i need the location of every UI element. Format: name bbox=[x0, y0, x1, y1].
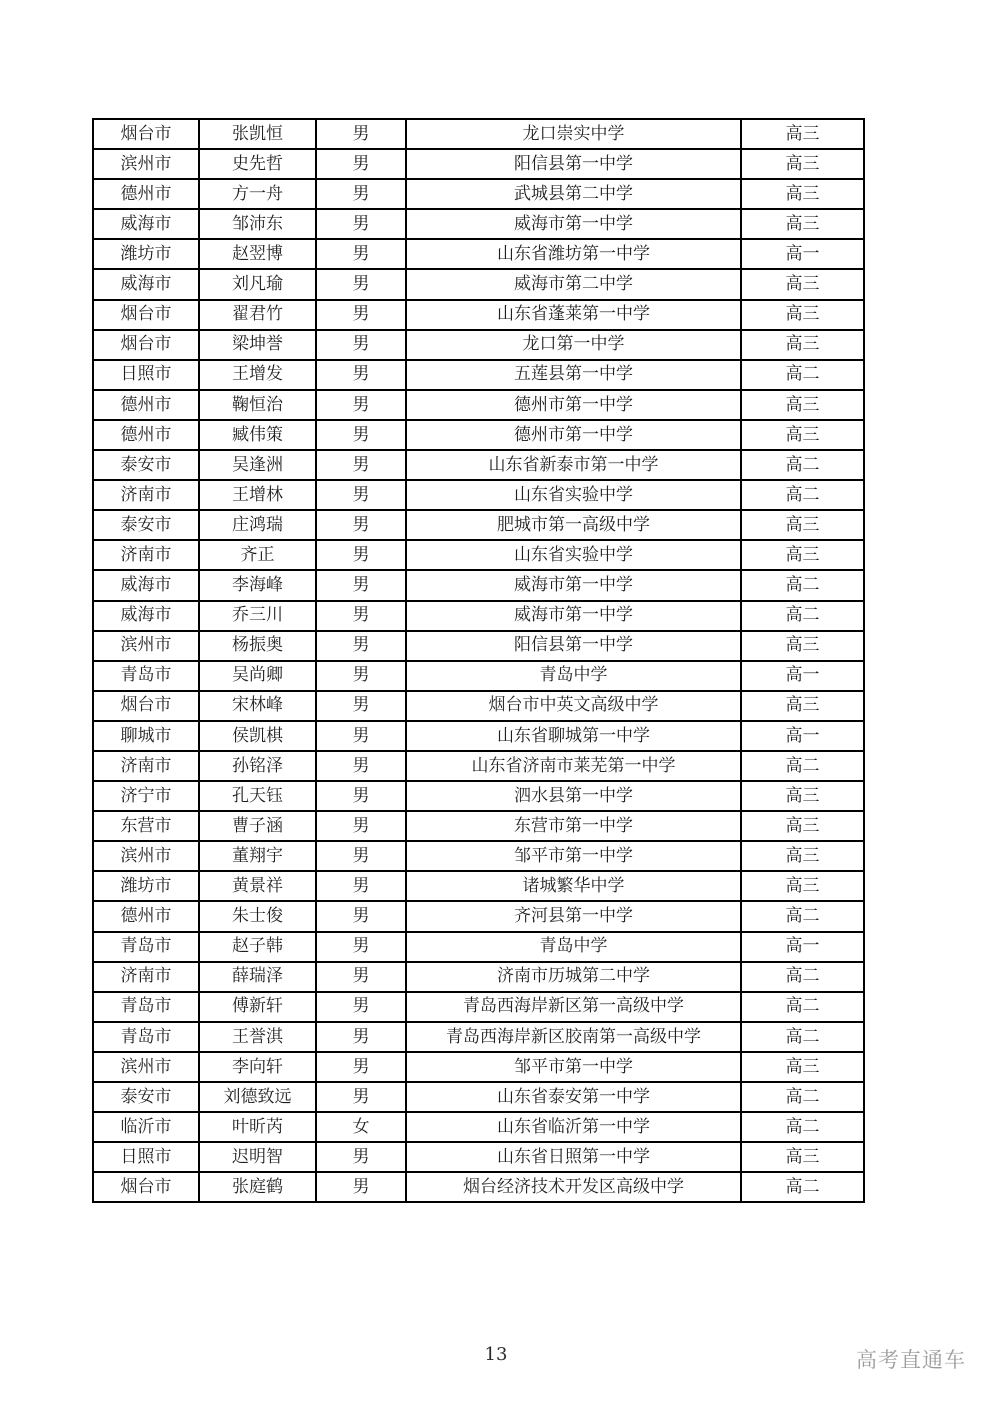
cell-gender: 男 bbox=[316, 1052, 406, 1082]
table-row bbox=[93, 300, 864, 330]
cell-gender: 男 bbox=[316, 239, 406, 269]
cell-grade: 高三 bbox=[741, 811, 864, 841]
cell-city: 烟台市 bbox=[93, 119, 199, 149]
cell-city: 聊城市 bbox=[93, 721, 199, 751]
cell-school: 德州市第一中学 bbox=[406, 420, 741, 450]
cell-name: 赵翌博 bbox=[199, 239, 316, 269]
table-row bbox=[93, 360, 864, 390]
cell-gender: 男 bbox=[316, 811, 406, 841]
cell-gender: 男 bbox=[316, 962, 406, 992]
cell-school: 德州市第一中学 bbox=[406, 390, 741, 420]
cell-grade: 高一 bbox=[741, 932, 864, 962]
table-row bbox=[93, 119, 864, 149]
table-row bbox=[93, 1082, 864, 1112]
table-row bbox=[93, 480, 864, 510]
cell-school: 威海市第一中学 bbox=[406, 209, 741, 239]
cell-city: 威海市 bbox=[93, 570, 199, 600]
cell-name: 王增发 bbox=[199, 360, 316, 390]
cell-city: 滨州市 bbox=[93, 149, 199, 179]
cell-school: 肥城市第一高级中学 bbox=[406, 510, 741, 540]
cell-city: 临沂市 bbox=[93, 1112, 199, 1142]
watermark-text: 高考直通车 bbox=[856, 1348, 966, 1372]
cell-grade: 高三 bbox=[741, 149, 864, 179]
cell-name: 吴逢洲 bbox=[199, 450, 316, 480]
table-row bbox=[93, 1022, 864, 1052]
cell-city: 泰安市 bbox=[93, 450, 199, 480]
cell-grade: 高二 bbox=[741, 1112, 864, 1142]
cell-city: 滨州市 bbox=[93, 841, 199, 871]
cell-school: 烟台经济技术开发区高级中学 bbox=[406, 1172, 741, 1202]
cell-city: 济宁市 bbox=[93, 781, 199, 811]
cell-name: 侯凯棋 bbox=[199, 721, 316, 751]
cell-school: 东营市第一中学 bbox=[406, 811, 741, 841]
cell-name: 黄景祥 bbox=[199, 871, 316, 901]
table-row bbox=[93, 871, 864, 901]
cell-city: 德州市 bbox=[93, 901, 199, 931]
cell-name: 宋林峰 bbox=[199, 691, 316, 721]
cell-city: 日照市 bbox=[93, 360, 199, 390]
cell-name: 赵子韩 bbox=[199, 932, 316, 962]
cell-name: 李向轩 bbox=[199, 1052, 316, 1082]
table-row bbox=[93, 962, 864, 992]
student-roster-body bbox=[93, 119, 864, 1202]
cell-school: 武城县第二中学 bbox=[406, 179, 741, 209]
table-row bbox=[93, 631, 864, 661]
cell-grade: 高二 bbox=[741, 570, 864, 600]
cell-city: 德州市 bbox=[93, 420, 199, 450]
cell-name: 李海峰 bbox=[199, 570, 316, 600]
cell-gender: 男 bbox=[316, 149, 406, 179]
cell-school: 威海市第一中学 bbox=[406, 601, 741, 631]
cell-gender: 男 bbox=[316, 1022, 406, 1052]
cell-grade: 高二 bbox=[741, 992, 864, 1022]
table-row bbox=[93, 269, 864, 299]
cell-grade: 高二 bbox=[741, 1082, 864, 1112]
cell-school: 龙口崇实中学 bbox=[406, 119, 741, 149]
cell-city: 潍坊市 bbox=[93, 239, 199, 269]
cell-grade: 高三 bbox=[741, 1052, 864, 1082]
cell-name: 孙铭泽 bbox=[199, 751, 316, 781]
cell-grade: 高三 bbox=[741, 691, 864, 721]
cell-grade: 高三 bbox=[741, 119, 864, 149]
table-row bbox=[93, 510, 864, 540]
cell-school: 山东省新泰市第一中学 bbox=[406, 450, 741, 480]
cell-name: 邹沛东 bbox=[199, 209, 316, 239]
cell-grade: 高二 bbox=[741, 450, 864, 480]
cell-school: 邹平市第一中学 bbox=[406, 1052, 741, 1082]
table-row bbox=[93, 209, 864, 239]
table-row bbox=[93, 901, 864, 931]
cell-gender: 男 bbox=[316, 209, 406, 239]
cell-name: 乔三川 bbox=[199, 601, 316, 631]
cell-school: 山东省日照第一中学 bbox=[406, 1142, 741, 1172]
cell-gender: 男 bbox=[316, 570, 406, 600]
table-row bbox=[93, 330, 864, 360]
cell-school: 龙口第一中学 bbox=[406, 330, 741, 360]
cell-gender: 男 bbox=[316, 360, 406, 390]
cell-city: 烟台市 bbox=[93, 691, 199, 721]
cell-gender: 男 bbox=[316, 871, 406, 901]
cell-gender: 男 bbox=[316, 691, 406, 721]
cell-school: 青岛中学 bbox=[406, 932, 741, 962]
cell-grade: 高三 bbox=[741, 269, 864, 299]
cell-name: 朱士俊 bbox=[199, 901, 316, 931]
cell-city: 德州市 bbox=[93, 390, 199, 420]
cell-name: 张凯恒 bbox=[199, 119, 316, 149]
cell-city: 泰安市 bbox=[93, 1082, 199, 1112]
cell-city: 潍坊市 bbox=[93, 871, 199, 901]
cell-name: 傅新轩 bbox=[199, 992, 316, 1022]
cell-city: 青岛市 bbox=[93, 1022, 199, 1052]
cell-school: 山东省实验中学 bbox=[406, 540, 741, 570]
cell-gender: 男 bbox=[316, 601, 406, 631]
cell-grade: 高二 bbox=[741, 1172, 864, 1202]
table-row bbox=[93, 721, 864, 751]
cell-grade: 高二 bbox=[741, 480, 864, 510]
cell-city: 烟台市 bbox=[93, 300, 199, 330]
cell-name: 薛瑞泽 bbox=[199, 962, 316, 992]
cell-city: 威海市 bbox=[93, 209, 199, 239]
cell-school: 青岛西海岸新区胶南第一高级中学 bbox=[406, 1022, 741, 1052]
cell-gender: 男 bbox=[316, 1082, 406, 1112]
cell-school: 山东省济南市莱芜第一中学 bbox=[406, 751, 741, 781]
cell-gender: 男 bbox=[316, 450, 406, 480]
cell-city: 青岛市 bbox=[93, 992, 199, 1022]
table-row bbox=[93, 601, 864, 631]
cell-grade: 高一 bbox=[741, 661, 864, 691]
table-row bbox=[93, 992, 864, 1022]
cell-grade: 高二 bbox=[741, 360, 864, 390]
cell-gender: 男 bbox=[316, 661, 406, 691]
cell-gender: 男 bbox=[316, 179, 406, 209]
cell-city: 济南市 bbox=[93, 962, 199, 992]
cell-grade: 高三 bbox=[741, 300, 864, 330]
table-row bbox=[93, 540, 864, 570]
cell-school: 济南市历城第二中学 bbox=[406, 962, 741, 992]
cell-school: 诸城繁华中学 bbox=[406, 871, 741, 901]
cell-name: 吴尚卿 bbox=[199, 661, 316, 691]
cell-grade: 高三 bbox=[741, 540, 864, 570]
table-row bbox=[93, 932, 864, 962]
cell-grade: 高三 bbox=[741, 631, 864, 661]
cell-city: 青岛市 bbox=[93, 932, 199, 962]
cell-name: 臧伟策 bbox=[199, 420, 316, 450]
cell-school: 齐河县第一中学 bbox=[406, 901, 741, 931]
cell-school: 山东省潍坊第一中学 bbox=[406, 239, 741, 269]
cell-name: 董翔宇 bbox=[199, 841, 316, 871]
cell-school: 威海市第一中学 bbox=[406, 570, 741, 600]
cell-grade: 高一 bbox=[741, 239, 864, 269]
cell-school: 山东省泰安第一中学 bbox=[406, 1082, 741, 1112]
cell-city: 威海市 bbox=[93, 269, 199, 299]
cell-name: 翟君竹 bbox=[199, 300, 316, 330]
table-row bbox=[93, 1142, 864, 1172]
cell-gender: 男 bbox=[316, 631, 406, 661]
cell-name: 王誉淇 bbox=[199, 1022, 316, 1052]
page-number: 13 bbox=[484, 1344, 508, 1365]
cell-school: 五莲县第一中学 bbox=[406, 360, 741, 390]
cell-grade: 高三 bbox=[741, 871, 864, 901]
cell-school: 山东省聊城第一中学 bbox=[406, 721, 741, 751]
cell-city: 滨州市 bbox=[93, 1052, 199, 1082]
cell-grade: 高二 bbox=[741, 901, 864, 931]
cell-gender: 男 bbox=[316, 932, 406, 962]
cell-grade: 高三 bbox=[741, 390, 864, 420]
cell-name: 史先哲 bbox=[199, 149, 316, 179]
cell-city: 青岛市 bbox=[93, 661, 199, 691]
cell-school: 泗水县第一中学 bbox=[406, 781, 741, 811]
table-row bbox=[93, 811, 864, 841]
table-row bbox=[93, 691, 864, 721]
cell-gender: 男 bbox=[316, 330, 406, 360]
cell-school: 邹平市第一中学 bbox=[406, 841, 741, 871]
cell-name: 叶昕芮 bbox=[199, 1112, 316, 1142]
cell-city: 德州市 bbox=[93, 179, 199, 209]
cell-grade: 高三 bbox=[741, 841, 864, 871]
table-row bbox=[93, 239, 864, 269]
cell-grade: 高二 bbox=[741, 601, 864, 631]
cell-gender: 男 bbox=[316, 721, 406, 751]
cell-school: 阳信县第一中学 bbox=[406, 149, 741, 179]
cell-gender: 男 bbox=[316, 269, 406, 299]
cell-gender: 女 bbox=[316, 1112, 406, 1142]
cell-name: 王增林 bbox=[199, 480, 316, 510]
cell-grade: 高三 bbox=[741, 781, 864, 811]
cell-school: 山东省实验中学 bbox=[406, 480, 741, 510]
cell-gender: 男 bbox=[316, 510, 406, 540]
cell-school: 阳信县第一中学 bbox=[406, 631, 741, 661]
cell-school: 青岛西海岸新区第一高级中学 bbox=[406, 992, 741, 1022]
cell-name: 方一舟 bbox=[199, 179, 316, 209]
cell-school: 烟台市中英文高级中学 bbox=[406, 691, 741, 721]
table-row bbox=[93, 751, 864, 781]
cell-school: 山东省蓬莱第一中学 bbox=[406, 300, 741, 330]
cell-gender: 男 bbox=[316, 420, 406, 450]
cell-gender: 男 bbox=[316, 300, 406, 330]
cell-name: 刘凡瑜 bbox=[199, 269, 316, 299]
cell-gender: 男 bbox=[316, 119, 406, 149]
cell-city: 滨州市 bbox=[93, 631, 199, 661]
cell-city: 威海市 bbox=[93, 601, 199, 631]
cell-school: 威海市第二中学 bbox=[406, 269, 741, 299]
table-row bbox=[93, 179, 864, 209]
cell-school: 青岛中学 bbox=[406, 661, 741, 691]
table-row bbox=[93, 420, 864, 450]
cell-name: 梁坤誉 bbox=[199, 330, 316, 360]
cell-grade: 高二 bbox=[741, 962, 864, 992]
table-row bbox=[93, 1052, 864, 1082]
table-row bbox=[93, 1112, 864, 1142]
cell-grade: 高二 bbox=[741, 751, 864, 781]
table-row bbox=[93, 661, 864, 691]
student-roster-table bbox=[92, 118, 865, 1203]
cell-city: 日照市 bbox=[93, 1142, 199, 1172]
cell-grade: 高三 bbox=[741, 510, 864, 540]
cell-gender: 男 bbox=[316, 1172, 406, 1202]
table-row bbox=[93, 390, 864, 420]
table-row bbox=[93, 1172, 864, 1202]
cell-gender: 男 bbox=[316, 992, 406, 1022]
table-row bbox=[93, 570, 864, 600]
cell-grade: 高三 bbox=[741, 420, 864, 450]
cell-name: 鞠恒治 bbox=[199, 390, 316, 420]
cell-grade: 高一 bbox=[741, 721, 864, 751]
table-row bbox=[93, 149, 864, 179]
cell-grade: 高三 bbox=[741, 1142, 864, 1172]
cell-gender: 男 bbox=[316, 480, 406, 510]
cell-name: 迟明智 bbox=[199, 1142, 316, 1172]
cell-name: 杨振奥 bbox=[199, 631, 316, 661]
cell-gender: 男 bbox=[316, 781, 406, 811]
cell-grade: 高三 bbox=[741, 209, 864, 239]
cell-city: 济南市 bbox=[93, 751, 199, 781]
cell-gender: 男 bbox=[316, 1142, 406, 1172]
cell-name: 庄鸿瑞 bbox=[199, 510, 316, 540]
cell-gender: 男 bbox=[316, 751, 406, 781]
cell-gender: 男 bbox=[316, 901, 406, 931]
cell-city: 烟台市 bbox=[93, 330, 199, 360]
cell-city: 济南市 bbox=[93, 540, 199, 570]
cell-gender: 男 bbox=[316, 841, 406, 871]
cell-city: 泰安市 bbox=[93, 510, 199, 540]
table-row bbox=[93, 450, 864, 480]
cell-city: 烟台市 bbox=[93, 1172, 199, 1202]
cell-name: 曹子涵 bbox=[199, 811, 316, 841]
table-row bbox=[93, 781, 864, 811]
table-row bbox=[93, 841, 864, 871]
cell-grade: 高二 bbox=[741, 1022, 864, 1052]
cell-city: 济南市 bbox=[93, 480, 199, 510]
cell-school: 山东省临沂第一中学 bbox=[406, 1112, 741, 1142]
cell-grade: 高三 bbox=[741, 179, 864, 209]
cell-name: 张庭鹤 bbox=[199, 1172, 316, 1202]
cell-gender: 男 bbox=[316, 390, 406, 420]
cell-name: 刘德致远 bbox=[199, 1082, 316, 1112]
cell-name: 齐正 bbox=[199, 540, 316, 570]
cell-city: 东营市 bbox=[93, 811, 199, 841]
cell-gender: 男 bbox=[316, 540, 406, 570]
cell-name: 孔天钰 bbox=[199, 781, 316, 811]
cell-grade: 高三 bbox=[741, 330, 864, 360]
